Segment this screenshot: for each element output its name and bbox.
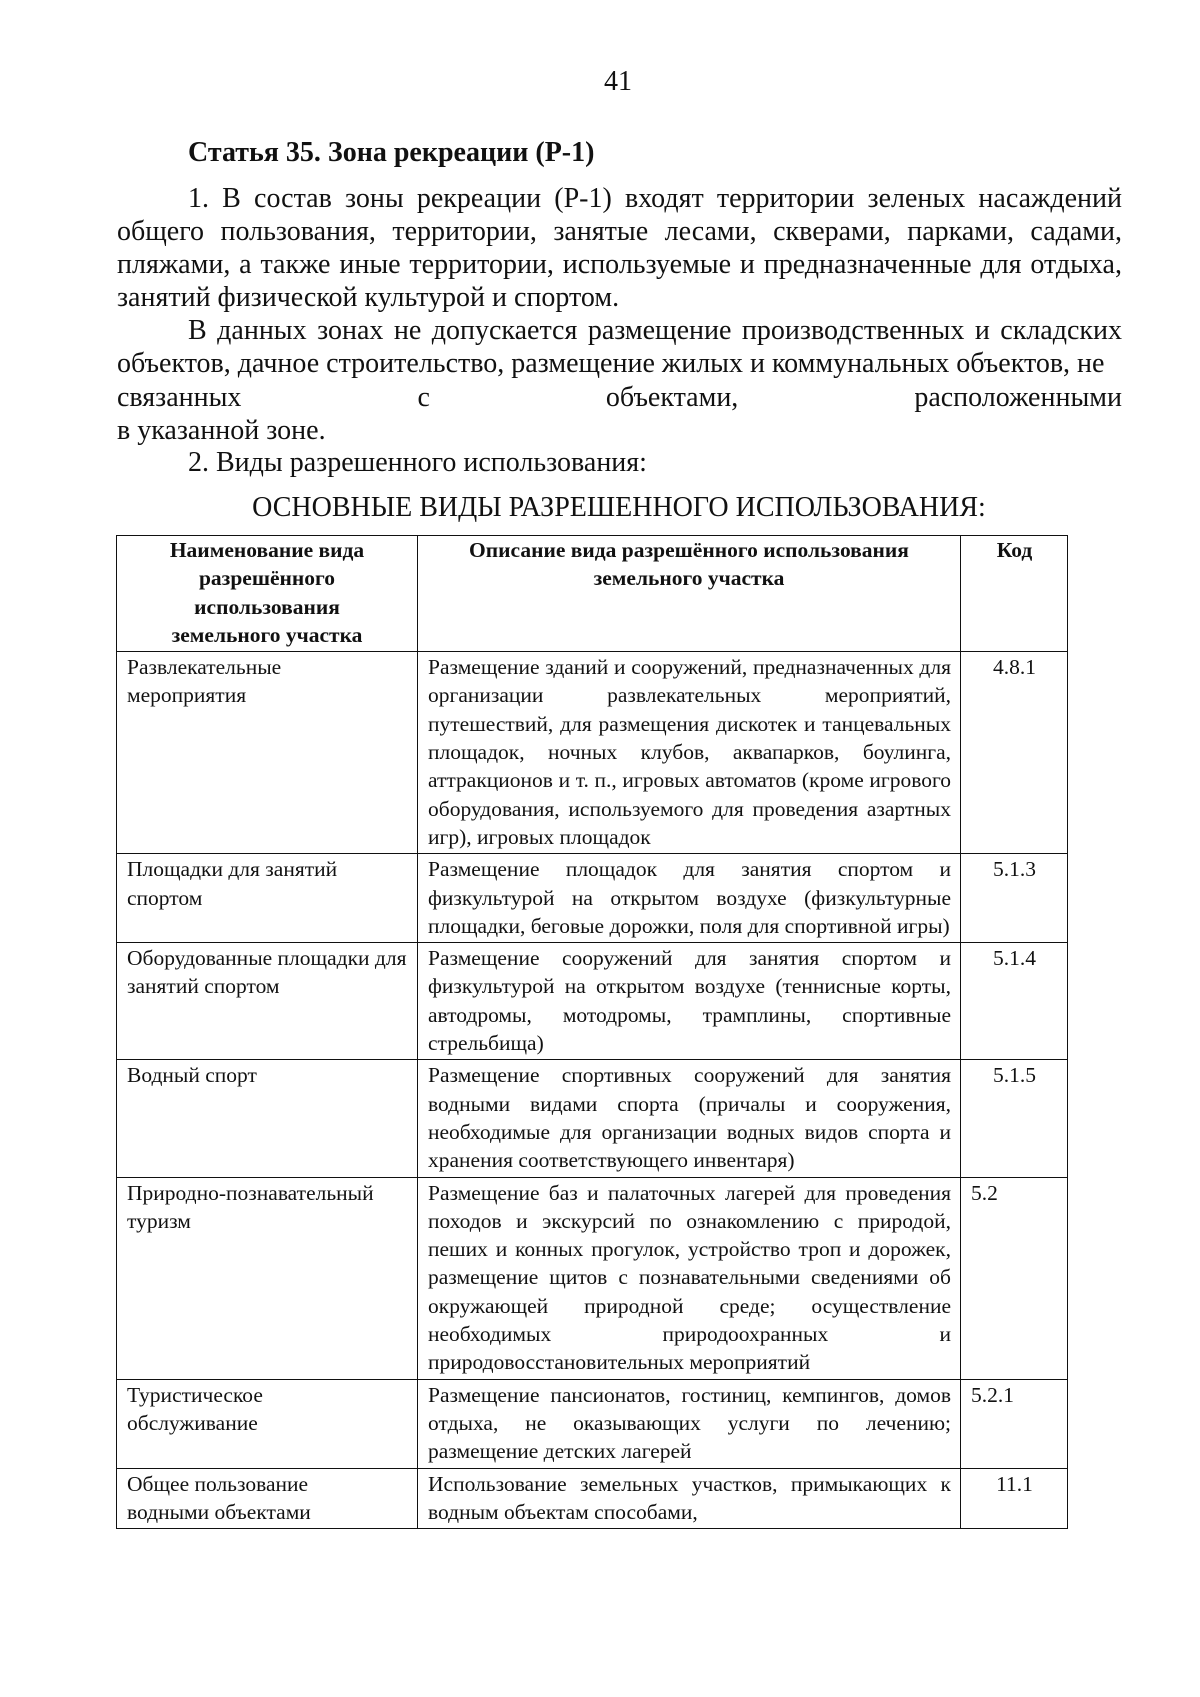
row-description — [418, 1060, 961, 1177]
spread-word: расположенными — [914, 382, 1122, 413]
table-row — [117, 854, 1068, 943]
row-name: Площадки для занятий спортом — [117, 854, 418, 943]
paragraph-3: 2. Виды разрешенного использования: — [188, 447, 647, 478]
row-description-text: Размещение баз и палаточных лагерей для проведения походов и экскурсий по ознакомлению с природой, пеших и конных прогулок, устройство троп и дорожек, размещение щитов с познавательными сведениями об окружающей природной среде; осуществление необходимых природоохранных и природовосстановительных мероприятий — [428, 1180, 951, 1375]
row-name: Туристическое обслуживание — [117, 1379, 418, 1468]
page-number: 41 — [604, 66, 632, 97]
row-code: 5.2.1 — [961, 1379, 1068, 1468]
paragraph-2: В данных зонах не допускается размещение производственных и складских объектов, дачное строительство, размещение жилых и коммунальных объектов, не — [117, 315, 1122, 379]
spread-word: с — [417, 382, 430, 413]
header-code: Код — [961, 536, 1068, 652]
row-description — [418, 1379, 961, 1468]
row-name: Общее пользование водными объектами — [117, 1468, 418, 1529]
row-description — [418, 943, 961, 1060]
row-code: 5.2 — [961, 1177, 1068, 1379]
table-header-row — [117, 536, 1068, 652]
row-description — [418, 1468, 961, 1529]
table-row — [117, 1468, 1068, 1529]
table-row — [117, 1177, 1068, 1379]
row-name: Оборудованные площадки для занятий спортом — [117, 943, 418, 1060]
row-description-text: Размещение спортивных сооружений для занятия водными видами спорта (причалы и сооружения, необходимые для организации водных видов спорта и хранения соответствующего инвентаря) — [428, 1063, 951, 1173]
article-heading: Статья 35. Зона рекреации (Р-1) — [188, 137, 595, 168]
permitted-use-table — [116, 535, 1068, 1529]
row-code: 5.1.4 — [961, 943, 1068, 1060]
table-title: ОСНОВНЫЕ ВИДЫ РАЗРЕШЕННОГО ИСПОЛЬЗОВАНИЯ: — [252, 492, 986, 523]
table-row — [117, 1379, 1068, 1468]
row-name: Водный спорт — [117, 1060, 418, 1177]
spread-word: объектами, — [605, 382, 739, 413]
row-description-text: Размещение площадок для занятия спортом и физкультурой на открытом воздухе (физкультурные площадки, беговые дорожки, поля для спортивной игры) — [428, 857, 951, 938]
row-name: Природно-познавательный туризм — [117, 1177, 418, 1379]
table-row — [117, 943, 1068, 1060]
row-code: 11.1 — [961, 1468, 1068, 1529]
table-row — [117, 1060, 1068, 1177]
paragraph-2-end: в указанной зоне. — [117, 415, 326, 446]
header-name: Наименование вида разрешённого использования земельного участка — [117, 536, 418, 652]
row-code: 5.1.3 — [961, 854, 1068, 943]
row-description-text: Размещение сооружений для занятия спортом и физкультурой на открытом воздухе (теннисные корты, автодромы, мотодромы, трамплины, спортивные стрельбища) — [428, 946, 951, 1056]
row-code: 5.1.5 — [961, 1060, 1068, 1177]
row-description — [418, 1177, 961, 1379]
header-description: Описание вида разрешённого использования земельного участка — [418, 536, 961, 652]
row-description — [418, 854, 961, 943]
row-description — [418, 652, 961, 854]
paragraph-1: 1. В состав зоны рекреации (Р-1) входят территории зеленых насаждений общего пользования, территории, занятые лесами, скверами, парками, садами, пляжами, а также иные территории, используемые и предназначенные для отдыха, занятий физической культурой и спортом. — [117, 183, 1122, 313]
row-description-text: Размещение пансионатов, гостиниц, кемпингов, домов отдыха, не оказывающих услуги по лечению; размещение детских лагерей — [428, 1382, 951, 1464]
spread-word: связанных — [117, 382, 242, 413]
paragraph-2-spread-line — [117, 381, 1122, 414]
row-description-text: Размещение зданий и сооружений, предназначенных для организации развлекательных мероприятий, путешествий, для размещения дискотек и танцевальных площадок, ночных клубов, аквапарков, боулинга, аттракционов и т. п., игровых автоматов (кроме игрового оборудования, используемого для проведения азартных игр), игровых площадок — [428, 655, 951, 849]
table-row — [117, 652, 1068, 854]
row-code: 4.8.1 — [961, 652, 1068, 854]
row-description-text: Использование земельных участков, примыкающих к водным объектам способами, — [428, 1471, 951, 1524]
row-name: Развлекательные мероприятия — [117, 652, 418, 854]
